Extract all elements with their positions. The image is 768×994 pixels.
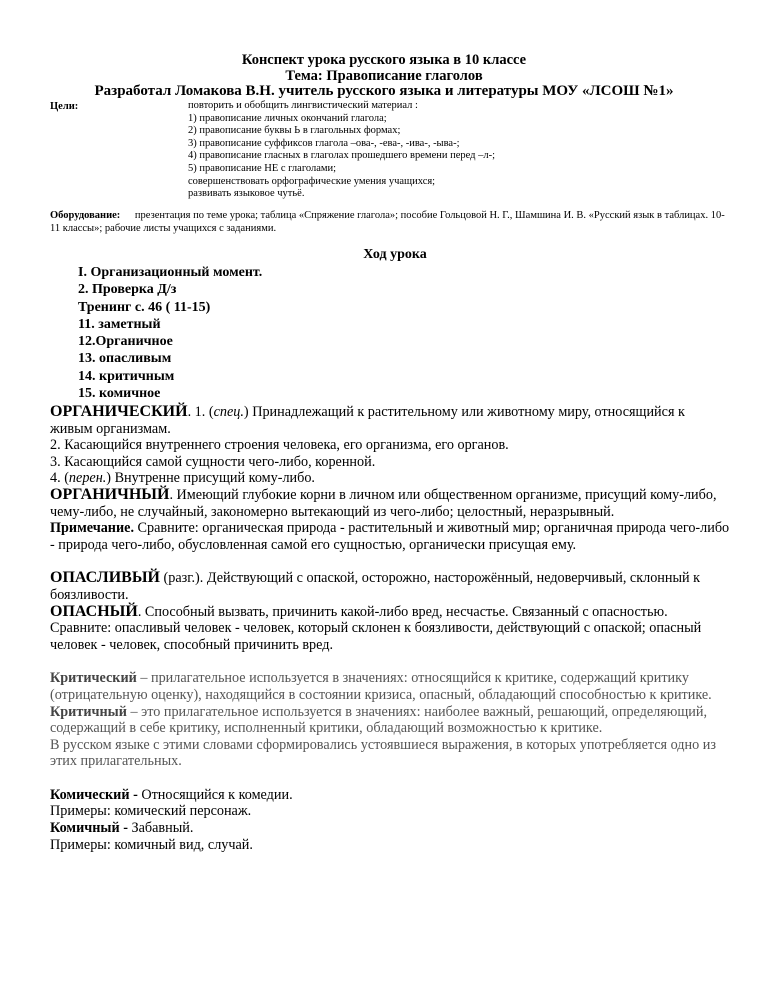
lesson-topic: Тема: Правописание глаголов bbox=[285, 68, 483, 84]
outline-item: 2. Проверка Д/з bbox=[78, 282, 177, 298]
term-opasny: ОПАСНЫЙ bbox=[50, 602, 138, 620]
entry-number: . 1. ( bbox=[187, 404, 214, 420]
usage-mark: перен. bbox=[68, 470, 107, 487]
outline-item: 13. опасливым bbox=[78, 351, 172, 367]
definition-line: 2. Касающийся внутреннего строения человека, его организма, его органов. bbox=[50, 437, 509, 454]
outline-item: 11. заметный bbox=[78, 316, 161, 332]
term-opaslivy: ОПАСЛИВЫЙ bbox=[50, 569, 160, 587]
definition-line bbox=[50, 470, 730, 487]
entry-kritichny bbox=[50, 704, 730, 737]
lesson-progress-heading: Ход урока bbox=[363, 247, 427, 262]
usage-mark: спец. bbox=[213, 404, 244, 420]
goal-item: 2) правописание буквы Ь в глагольных формах; bbox=[188, 125, 401, 137]
outline-item: 14. критичным bbox=[78, 368, 175, 384]
definition-text: ) Внутренне присущий кому-либо. bbox=[106, 470, 315, 487]
critical-section bbox=[50, 670, 730, 770]
entry-number: 4. ( bbox=[50, 470, 69, 487]
definition-line: 3. Касающийся самой сущности чего-либо, коренной. bbox=[50, 453, 376, 470]
goals-label: Цели: bbox=[50, 101, 79, 112]
goal-item: повторить и обобщить лингвистический материал : bbox=[188, 100, 418, 111]
goal-item: 4) правописание гласных в глаголах прошедшего времени перед –л-; bbox=[188, 150, 496, 162]
term-organichesky: ОРГАНИЧЕСКИЙ bbox=[50, 403, 188, 420]
author-line: Разработал Ломакова В.Н. учитель русского языка и литературы МОУ «ЛСОШ №1» bbox=[94, 83, 674, 99]
outline-item: 15. комичное bbox=[78, 386, 161, 402]
goal-item: 1) правописание личных окончаний глагола; bbox=[188, 112, 387, 124]
example-line: Примеры: комичный вид, случай. bbox=[50, 836, 253, 853]
definition-text: – это прилагательное используется в значениях: наиболее важный, решающий, определяющий, содержащий в себе критику, исполненный критики, обладающий возможностью к критике. bbox=[50, 703, 708, 737]
lesson-summary-title: Конспект урока русского языка в 10 классе bbox=[241, 52, 527, 68]
outline-item: I. Организационный момент. bbox=[78, 265, 263, 280]
term-komichny: Комичный - bbox=[50, 820, 132, 837]
example-line: Примеры: комический персонаж. bbox=[50, 803, 252, 820]
equipment-label: Оборудование: bbox=[50, 210, 121, 221]
note-text: Сравните: органическая природа - растительный и животный мир; органичная природа чего-либо - природа чего-либо, обусловленная самой его сущностью, органически присущая ему. bbox=[50, 520, 730, 553]
equipment-text: презентация по теме урока; таблица «Спряжение глагола»; пособие Гольцовой Н. Г., Шамшина И. В. «Русский язык в таблицах. 10-11 классы»; рабочие листы учащихся с заданиями. bbox=[50, 210, 725, 234]
entry-opaslivy bbox=[50, 570, 730, 603]
goal-item: 3) правописание суффиксов глагола –ова-, -ева-, -ива-, -ыва-; bbox=[188, 137, 460, 149]
definition-text: Относящийся к комедии. bbox=[141, 786, 293, 803]
term-organichny: ОРГАНИЧНЫЙ bbox=[50, 485, 170, 503]
definition-text: . Способный вызвать, причинить какой-либо вред, несчастье. Связанный с опасностью. bbox=[137, 603, 668, 620]
definition-text: – прилагательное используется в значениях: относящийся к критике, содержащий критику (отрицательную оценку), находящийся в состоянии кризиса, опасный, обладающий способностью к критике. bbox=[50, 670, 712, 703]
entry-komichny bbox=[50, 820, 730, 837]
outline-item: 12.Органичное bbox=[78, 334, 173, 350]
definition-text: (разг.). Действующий с опаской, осторожно, насторожённый, недоверчивый, склонный к боязливости. bbox=[50, 570, 701, 603]
equipment-paragraph bbox=[50, 210, 730, 235]
entry-organichny bbox=[50, 487, 730, 520]
compare-paragraph: Сравните: опасливый человек - человек, который склонен к боязливости, действующий с опаской; опасный человек - человек, способный причинить вред. bbox=[50, 620, 702, 653]
term-kritichesky: Критический bbox=[50, 670, 137, 687]
goals-list bbox=[188, 100, 495, 201]
term-kritichny: Критичный bbox=[50, 703, 127, 720]
definition-text: Забавный. bbox=[131, 820, 194, 837]
lesson-outline bbox=[78, 264, 262, 402]
note-paragraph bbox=[50, 520, 730, 553]
definition-text: ) Принадлежащий к растительному или животному миру, относящийся к живым организмам. bbox=[50, 404, 685, 437]
entry-kritichesky bbox=[50, 670, 730, 703]
goal-item: развивать языковое чутьё. bbox=[188, 188, 305, 200]
dictionary-content bbox=[50, 404, 730, 853]
entry-opasny bbox=[50, 604, 730, 621]
goal-item: совершенствовать орфографические умения учащихся; bbox=[188, 175, 436, 187]
definition-text: . Имеющий глубокие корни в личном или общественном организме, присущий кому-либо, чему-либо, не случайный, закономерно вытекающий из чего-либо; целостный, неразрывный. bbox=[50, 486, 717, 520]
entry-komichesky bbox=[50, 787, 730, 804]
note-label: Примечание. bbox=[50, 520, 134, 537]
outline-item: Тренинг с. 46 ( 11-15) bbox=[78, 299, 211, 315]
expressions-paragraph: В русском языке с этими словами сформировались устоявшиеся выражения, в которых употребляется одно из этих прилагательных. bbox=[50, 736, 716, 770]
goal-item: 5) правописание НЕ с глаголами; bbox=[188, 162, 337, 174]
entry-organichesky bbox=[50, 404, 730, 437]
term-komichesky: Комический - bbox=[50, 786, 142, 803]
